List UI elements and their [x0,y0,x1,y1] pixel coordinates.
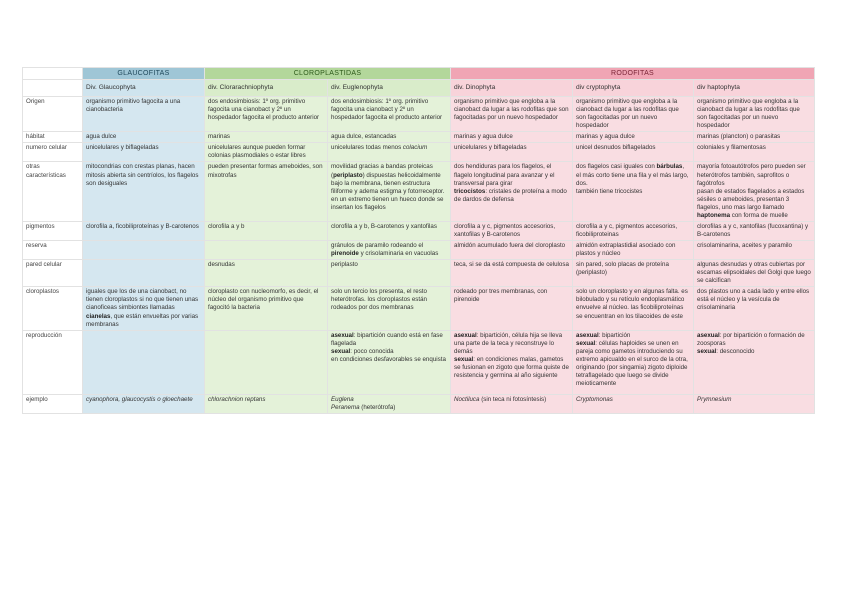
cell [328,162,451,221]
cell: unicel desnudos biflagelados [573,143,694,162]
cell-text: ) dispuestas helicoidalmente bajo la membrana, tienen estructura filiforme y adema estigma y fotorreceptor. en un extremo tienen un hueco donde se insertan los flagelos [331,171,445,211]
cell: marinas [205,132,328,143]
cell-text: : en condiciones malas, gametos se fusionan en zigoto que forma quiste de resistencia y germina al año siguiente [454,355,569,379]
cell-text: mayoría fotoautótrofos pero pueden ser heterótrofos también, saprofitos o fagótrofos [697,163,806,187]
cell-text: con forma de muelle [731,211,788,219]
cell: cloroplasto con nucleomorfo, es decir, el núcleo del organismo primitivo que fagocitó la bacteria [205,287,328,330]
classification-table [22,67,815,414]
col-dinophyta: div. Dinophyta [451,80,573,97]
cell-text: dos hendiduras para los flagelos, el flagelo longitudinal para avanzar y el transversal para girar [454,163,555,187]
cell-text: : células haploides se unen en pareja como gametos introduciendo su extremo apicualdo en el surco de la otra, originando (por singamia) zigoto diploide tetraflagelado que luego se divide meioticamente [576,339,688,387]
bold-term: sexual [697,347,717,355]
row-label: Origen [23,97,83,132]
bold-term: sexual [331,347,351,355]
row-label: pared celular [23,260,83,287]
cell-text: : poco conocida [350,347,394,355]
row-otras-caracteristicas [23,162,815,221]
col-cryptophyta: div cryptophyta [573,80,694,97]
row-cloroplastos [23,287,815,330]
cell: coloniales y filamentosas [694,143,815,162]
cell [205,330,328,394]
cell-text: : cristales de proteína a modo de dardos de defensa [454,187,567,203]
cell: chlorachnion reptans [205,394,328,413]
cell: dos endosimbiosis: 1º org. primitivo fagocita una cianobact y 2º un hospedador fagocita el producto anterior [205,97,328,132]
cell-text: : por bipartición o formación de zoosporas [697,331,805,347]
cell [83,241,205,260]
cell [573,330,694,394]
cell [328,394,451,413]
bold-term: asexual [697,331,720,339]
species-name: Peranema [331,403,360,411]
cell: sin pared, solo placas de proteína (periplasto) [573,260,694,287]
bold-term: cianelas [86,312,111,320]
cell: almidón extraplastidial asociado con plastos y núcleo [573,241,694,260]
cell-text: (sin teca ni fotosíntesis) [479,395,547,403]
species-name: colacium [402,144,428,152]
cell-text: (heterótrofa) [359,403,396,411]
row-origen [23,97,815,132]
row-label: numero celular [23,143,83,162]
cell-text: : bipartición, célula hija se lleva una parte de la teca y reconstruye lo demás [454,331,563,355]
cell-text: también tiene tricocistes [576,187,643,195]
cell: marinas (plancton) o parasitas [694,132,815,143]
cell: periplasto [328,260,451,287]
cell: mitocondrias con crestas planas, hacen mitosis abierta sin centríolos, los flagelos son desiguales [83,162,205,221]
cell: solo un tercio los presenta, el resto heterótrofas. los cloroplastos están rodeados por dos membranas [328,287,451,330]
row-numero-celular [23,143,815,162]
cell [83,330,205,394]
cell: organismo primitivo que engloba a la cianobact da lugar a las rodofitas que son fagocitadas por un nuevo hospedador [451,97,573,132]
cell-text: iguales que los de una cianobact, no tienen cloroplastos si no que tienen unas cianoficeas simbiontes llamadas [86,288,199,312]
row-label: ejemplo [23,394,83,413]
row-label: cloroplastos [23,287,83,330]
cell [83,260,205,287]
cell: solo un cloroplasto y en algunas falta. es bilobulado y su retículo endoplasmático envuelve al núcleo. las ficobiliproteínas se encuentran en los tilacoides de este [573,287,694,330]
cell [573,162,694,221]
cell: Prymnesium [694,394,815,413]
cell: agua dulce, estancadas [328,132,451,143]
bold-term: asexual [576,331,599,339]
group-cloroplastidas: CLOROPLASTIDAS [205,68,451,80]
group-header-row [23,68,815,80]
cell: desnudas [205,260,328,287]
cell: organismo primitivo que engloba a la cianobact da lugar a las rodofitas que son fagocitadas por un nuevo hospedador [573,97,694,132]
bold-term: sexual [576,339,596,347]
cell: dos plastos uno a cada lado y entre ellos está el núcleo y la vesícula de crisolaminaria [694,287,815,330]
col-euglenophyta: div. Euglenophyta [328,80,451,97]
cell-text: : bipartición [598,331,631,339]
cell: dos endosimbiosis: 1º org. primitivo fagocita una cianobact y 2º un hospedador fagocita el producto anterior [328,97,451,132]
row-label: pigmentos [23,221,83,240]
cell-text: dos flagelos casi iguales con [576,163,655,171]
bold-term: asexual [331,331,354,339]
cell [328,241,451,260]
group-rodofitas: RODOFITAS [451,68,815,80]
bold-term: bárbulas [656,163,683,171]
cell: crisolaminarina, aceites y paramilo [694,241,815,260]
col-haptophyta: div haptophyta [694,80,815,97]
cell [451,394,573,413]
cell: clorofilas a y c, xantofilas (fucoxantina) y B-carotenos [694,221,815,240]
cell [205,241,328,260]
bold-term: haptonema [697,211,731,219]
cell: algunas desnudas y otras cubiertas por escamas elipsoidales del Golgi que luego se calcifican [694,260,815,287]
row-label: otras características [23,162,83,221]
species-name: Euglena [331,395,354,403]
cell: clorofila a y b, B-carotenos y xantofilas [328,221,451,240]
cell [694,162,815,221]
bold-term: periplasto [333,171,363,179]
col-clorarachniophyta: div. Clorarachniophyta [205,80,328,97]
cell: organismo primitivo que engloba a la cianobact da lugar a las rodofitas que son fagocitadas por un nuevo hospedador [694,97,815,132]
cell [451,162,573,221]
col-glaucophyta: Div. Glaucophyta [83,80,205,97]
bold-term: sexual [454,355,474,363]
cell [694,330,815,394]
cell: marinas y agua dulce [451,132,573,143]
row-pared-celular [23,260,815,287]
cell-text: y crisolaminaria en vacuolas [360,250,439,258]
division-header-row [23,80,815,97]
cell: unicelulares aunque pueden formar colonias plasmodiales o estar libres [205,143,328,162]
cell [451,330,573,394]
row-reproduccion [23,330,815,394]
species-name: Noctiluca [454,395,480,403]
cell: almidón acumulado fuera del cloroplasto [451,241,573,260]
cell: clorofila a y c, pigmentos accesorios, ficobiliproteinas [573,221,694,240]
cell-text: : desconocido [716,347,755,355]
cell [83,287,205,330]
cell-text: , que están envueltas por varias membranas [86,312,199,328]
cell-text: movilidad gracias a bandas proteicas ( [331,163,433,179]
cell-text: pasan de estados flagelados a estados sésiles o ameboides, presentan 3 flagelos, uno mas largo llamado [697,187,805,211]
corner-cell [23,68,83,80]
cell-text: : bipartición cuando está en fase flagelada [331,331,443,347]
cell: Cryptomonas [573,394,694,413]
cell-text: , el más corto tiene una fila y el más largo, dos. [576,163,689,187]
cell: cyanophora, glaucocystis o gloechaete [83,394,205,413]
row-reserva [23,241,815,260]
cell-text: unicelulares todas menos colacium [331,144,428,152]
bold-term: asexual [454,331,477,339]
cell: organismo primitivo fagocita a una cianobacteria [83,97,205,132]
bold-term: tricocistos [454,187,486,195]
row-label: hábitat [23,132,83,143]
group-glaucofitas: GLAUCOFITAS [83,68,205,80]
cell [328,143,451,162]
cell: rodeado por tres membranas, con pirenoide [451,287,573,330]
row-pigmentos [23,221,815,240]
cell: clorofila a y b [205,221,328,240]
cell: teca, si se da está compuesta de celulosa [451,260,573,287]
cell: agua dulce [83,132,205,143]
bold-term: pirenoide [331,250,359,258]
row-habitat [23,132,815,143]
corner-cell [23,80,83,97]
row-ejemplo [23,394,815,413]
row-label: reproducción [23,330,83,394]
cell: unicelulares y biflageladas [83,143,205,162]
cell-text: gránulos de paramilo rodeando el [331,242,424,249]
cell-text: en condiciones desfavorables se enquista [331,355,446,363]
cell: pueden presentar formas ameboides, son mixotrofas [205,162,328,221]
row-label: reserva [23,241,83,260]
cell: marinas y agua dulce [573,132,694,143]
cell: clorofila a, ficobiliproteínas y B-carotenos [83,221,205,240]
cell: clorofila a y c, pigmentos accesorios, xantofilas y B-carotenos [451,221,573,240]
cell: unicelulares y biflageladas [451,143,573,162]
cell [328,330,451,394]
